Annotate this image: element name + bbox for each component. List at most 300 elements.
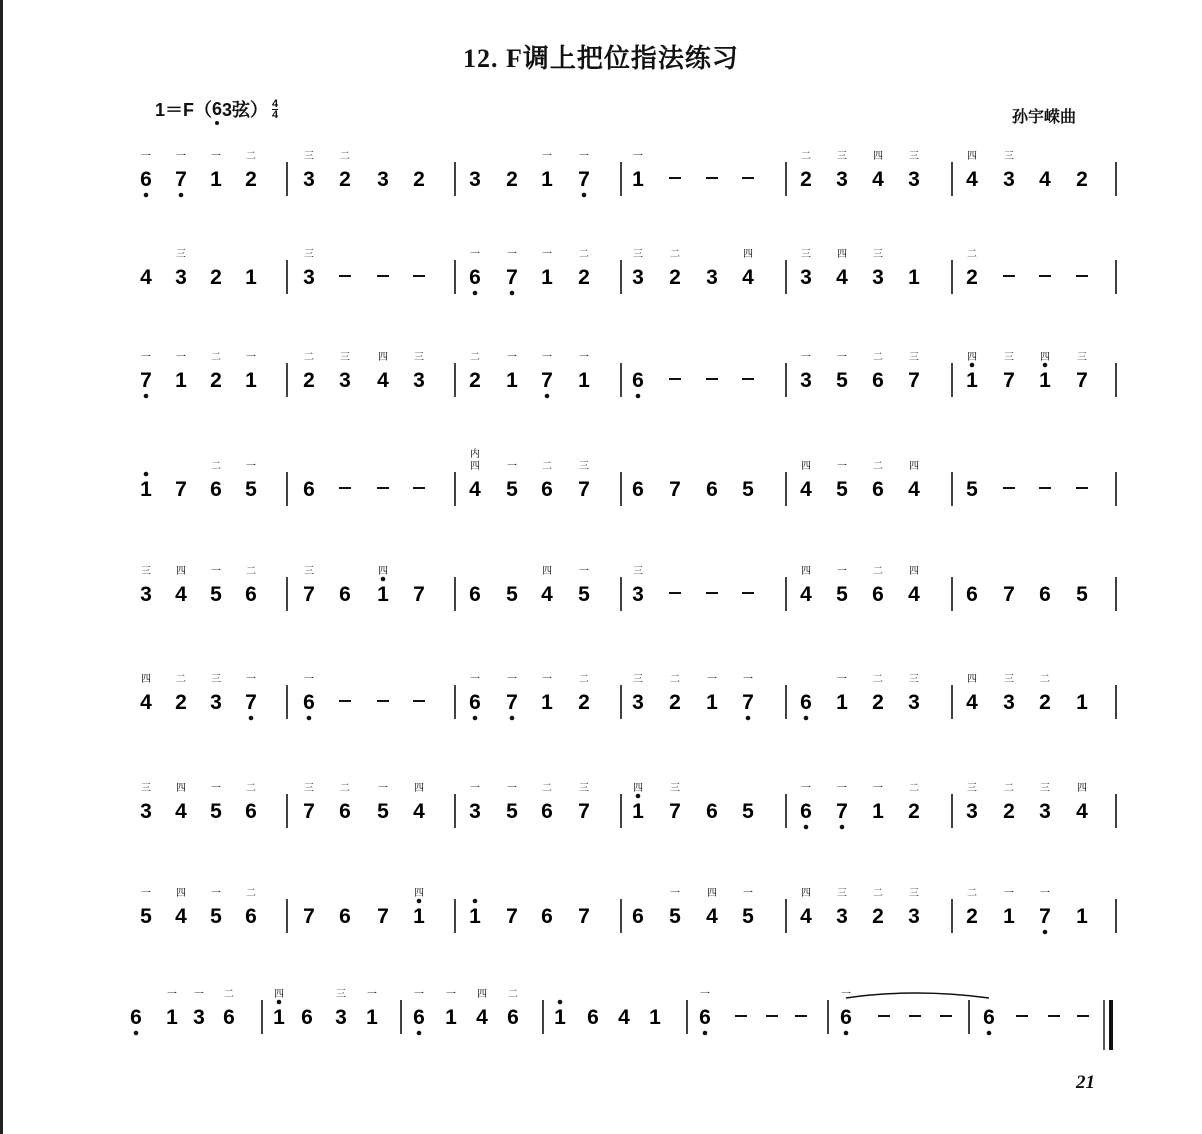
note: 3 [175,266,187,289]
fingering-mark: 二 [542,783,552,794]
fingering-mark: 三 [340,352,350,363]
note: 1 [175,369,187,392]
note: 6 [301,1006,313,1029]
page-number: 21 [1076,1072,1095,1093]
fingering-mark: 一 [211,888,221,899]
note: 3 [193,1006,205,1029]
note: 6 [469,691,481,714]
note: 7 [175,168,187,191]
note: 2 [669,691,681,714]
fingering-mark: 四 [967,352,977,363]
note: 3 [469,800,481,823]
note: 7 [578,800,590,823]
high-octave-dot [381,577,386,582]
note: 5 [742,478,754,501]
note: 4 [140,691,152,714]
note: 1 [1076,905,1088,928]
fingering-mark: 一 [837,783,847,794]
note: 3 [908,168,920,191]
fingering-mark: 一 [211,783,221,794]
note: 7 [578,478,590,501]
note: 4 [966,168,978,191]
fingering-mark: 一 [542,249,552,260]
note: 3 [632,691,644,714]
note: 7 [1076,369,1088,392]
low-octave-dot [804,825,809,830]
fingering-mark: 三 [633,566,643,577]
fingering-mark: 四 [414,888,424,899]
note: 6 [303,691,315,714]
note: 7 [578,168,590,191]
fingering-mark: 一 [141,352,151,363]
note: 6 [339,583,351,606]
note: 6 [800,691,812,714]
fingering-mark: 二 [873,566,883,577]
fingering-mark: 一 [304,674,314,685]
low-octave-dot [844,1031,849,1036]
note: 3 [800,266,812,289]
note: 1 [245,369,257,392]
fingering-mark: 三 [1040,783,1050,794]
note: 5 [669,905,681,928]
fingering-mark: 一 [141,151,151,162]
fingering-mark: 三 [414,352,424,363]
note: 1 [377,583,389,606]
fingering-mark: 一 [841,989,851,1000]
fingering-mark: 二 [873,461,883,472]
time-signature-top: 4 [272,97,279,110]
note: 1 [632,800,644,823]
fingering-mark: 三 [801,249,811,260]
fingering-mark: 一 [507,783,517,794]
note: 5 [210,583,222,606]
fingering-mark: 二 [1040,674,1050,685]
fingering-mark: 一 [1040,888,1050,899]
fingering-mark: 四 [873,151,883,162]
fingering-mark: 三 [579,783,589,794]
fingering-mark: 四 [141,674,151,685]
note: 7 [541,369,553,392]
key-rest: 3弦） [222,100,269,120]
fingering-mark: 一 [579,151,589,162]
note: 1 [908,266,920,289]
note: 4 [908,583,920,606]
fingering-mark: 三 [967,783,977,794]
fingering-mark: 四 [909,461,919,472]
fingering-mark: 四 [837,249,847,260]
note: 7 [303,800,315,823]
fingering-mark: 三 [141,566,151,577]
fingering-mark: 三 [336,989,346,1000]
low-octave-dot [746,716,751,721]
fingering-mark: 三 [633,249,643,260]
note: 7 [506,905,518,928]
note: 3 [836,905,848,928]
note: 5 [966,478,978,501]
fingering-mark: 四 [176,566,186,577]
note: 2 [872,691,884,714]
note: 1 [872,800,884,823]
note: 1 [541,691,553,714]
note: 6 [840,1006,852,1029]
high-octave-dot [558,1000,563,1005]
low-octave-dot [987,1031,992,1036]
note: 2 [872,905,884,928]
low-octave-dot [636,394,641,399]
fingering-mark: 二 [211,352,221,363]
fingering-mark: 三 [1004,352,1014,363]
note: 7 [303,583,315,606]
note: 5 [377,800,389,823]
fingering-mark: 一 [873,783,883,794]
note: 5 [506,800,518,823]
low-octave-dot [1043,930,1048,935]
note: 1 [554,1006,566,1029]
fingering-mark: 二 [801,151,811,162]
note: 1 [506,369,518,392]
note: 2 [908,800,920,823]
note: 4 [800,478,812,501]
fingering-mark: 二 [340,783,350,794]
fingering-mark: 一 [470,249,480,260]
note: 7 [175,478,187,501]
fingering-mark: 二 [967,249,977,260]
note: 7 [506,266,518,289]
fingering-mark: 四 [414,783,424,794]
fingering-mark: 一 [579,352,589,363]
note: 6 [706,800,718,823]
fingering-mark: 三 [211,674,221,685]
note: 6 [632,369,644,392]
note: 6 [706,478,718,501]
fingering-mark: 四 [378,352,388,363]
note: 6 [245,800,257,823]
note: 4 [706,905,718,928]
fingering-mark: 一 [801,352,811,363]
note: 3 [1039,800,1051,823]
note: 4 [618,1006,630,1029]
low-octave-dot [545,394,550,399]
fingering-mark: 一 [246,674,256,685]
fingering-mark: 四 [274,989,284,1000]
fingering-mark: 三 [304,566,314,577]
note: 3 [210,691,222,714]
fingering-mark: 四 [542,566,552,577]
note: 1 [541,266,553,289]
fingering-mark: 一 [176,352,186,363]
note: 5 [140,905,152,928]
note: 1 [210,168,222,191]
note: 1 [366,1006,378,1029]
note: 3 [140,800,152,823]
fingering-mark: 三 [909,151,919,162]
note: 6 [983,1006,995,1029]
page-title: 12. F调上把位指法练习 [463,44,739,73]
note: 7 [1003,369,1015,392]
fingering-mark: 二 [176,674,186,685]
fingering-mark: 一 [470,674,480,685]
fingering-mark: 四 [633,783,643,794]
note: 6 [632,478,644,501]
note: 1 [706,691,718,714]
note: 6 [210,478,222,501]
fingering-mark: 一 [176,151,186,162]
note: 4 [800,905,812,928]
fingering-mark: 二 [340,151,350,162]
note: 6 [223,1006,235,1029]
note: 6 [587,1006,599,1029]
low-octave-dot [804,716,809,721]
note: 3 [339,369,351,392]
note: 5 [836,583,848,606]
note: 5 [742,800,754,823]
fingering-mark: 一 [507,249,517,260]
note: 6 [872,583,884,606]
fingering-mark: 二 [211,461,221,472]
fingering-mark: 一 [414,989,424,1000]
fingering-mark: 三 [304,151,314,162]
fingering-mark: 一 [211,566,221,577]
note: 6 [541,800,553,823]
note: 3 [908,691,920,714]
note: 6 [469,583,481,606]
note: 1 [1076,691,1088,714]
note: 2 [1039,691,1051,714]
note: 6 [469,266,481,289]
note: 5 [245,478,257,501]
note: 7 [742,691,754,714]
fingering-mark: 一 [446,989,456,1000]
fingering-mark: 一 [167,989,177,1000]
fingering-mark: 三 [633,674,643,685]
note: 3 [413,369,425,392]
fingering-mark: 一 [542,674,552,685]
note: 2 [578,691,590,714]
note: 1 [469,905,481,928]
fingering-mark: 一 [743,888,753,899]
note: 1 [836,691,848,714]
fingering-mark: 二 [542,461,552,472]
fingering-mark: 三 [1077,352,1087,363]
fingering-mark: 三 [837,888,847,899]
low-octave-dot [703,1031,708,1036]
fingering-mark: 三 [670,783,680,794]
note: 3 [706,266,718,289]
note: 7 [578,905,590,928]
note: 2 [469,369,481,392]
fingering-mark: 二 [470,352,480,363]
fingering-mark: 四 [801,461,811,472]
fingering-mark: 二 [246,566,256,577]
note: 6 [245,905,257,928]
fingering-mark: 四 [743,249,753,260]
low-octave-dot [179,193,184,198]
note: 2 [413,168,425,191]
fingering-mark: 四 [477,989,487,1000]
fingering-mark: 一 [633,151,643,162]
fingering-mark: 四 [801,566,811,577]
fingering-mark: 二 [579,674,589,685]
high-octave-dot [417,899,422,904]
tie-arc [846,993,989,998]
note: 1 [273,1006,285,1029]
note: 6 [245,583,257,606]
note: 2 [245,168,257,191]
key-low-note: 6 [212,98,223,119]
fingering-mark: 四 [801,888,811,899]
fingering-mark: 三 [909,674,919,685]
note: 6 [541,478,553,501]
fingering-mark: 一 [837,674,847,685]
fingering-mark: 一 [246,461,256,472]
fingering-mark: 一 [246,352,256,363]
key-prefix: 1＝F（ [155,100,213,120]
note: 3 [800,369,812,392]
note: 1 [966,369,978,392]
note: 4 [1076,800,1088,823]
note: 5 [210,800,222,823]
fingering-mark: 三 [176,249,186,260]
note: 2 [506,168,518,191]
note: 6 [800,800,812,823]
note: 3 [966,800,978,823]
fingering-mark: 二 [1004,783,1014,794]
note: 2 [669,266,681,289]
note: 6 [872,369,884,392]
high-octave-dot [636,794,641,799]
note: 3 [1003,691,1015,714]
note: 6 [507,1006,519,1029]
note: 6 [632,905,644,928]
fingering-mark: 三 [1004,674,1014,685]
fingering-mark: 四 [176,888,186,899]
note: 6 [699,1006,711,1029]
note: 2 [966,266,978,289]
note: 4 [476,1006,488,1029]
note: 7 [669,800,681,823]
note: 3 [140,583,152,606]
note: 4 [469,478,481,501]
note: 4 [175,583,187,606]
fingering-mark: 一 [211,151,221,162]
note: 4 [742,266,754,289]
note: 2 [210,369,222,392]
note: 6 [966,583,978,606]
note: 3 [908,905,920,928]
note: 1 [245,266,257,289]
fingering-mark: 二 [909,783,919,794]
note: 6 [140,168,152,191]
fingering-mark: 三 [909,352,919,363]
fingering-mark: 一 [542,151,552,162]
fingering-mark: 二 [670,674,680,685]
note: 6 [541,905,553,928]
fingering-mark: 三 [141,783,151,794]
note: 6 [413,1006,425,1029]
note: 4 [836,266,848,289]
note: 5 [578,583,590,606]
note: 4 [377,369,389,392]
fingering-mark: 四 [909,566,919,577]
fingering-mark: 二 [670,249,680,260]
note: 1 [413,905,425,928]
fingering-mark: 一 [579,566,589,577]
note: 2 [1076,168,1088,191]
note: 1 [541,168,553,191]
fingering-mark: 一 [837,352,847,363]
note: 5 [836,369,848,392]
note: 4 [800,583,812,606]
low-octave-dot [249,716,254,721]
note: 4 [175,905,187,928]
fingering-mark: 一 [378,783,388,794]
fingering-mark: 三 [304,249,314,260]
note: 1 [1039,369,1051,392]
note: 2 [210,266,222,289]
fingering-mark: 三 [579,461,589,472]
note: 3 [303,266,315,289]
note: 6 [1039,583,1051,606]
fingering-mark: 四 [378,566,388,577]
fingering-mark: 一 [194,989,204,1000]
fingering-mark: 二 [246,783,256,794]
fingering-mark: 一 [367,989,377,1000]
note: 1 [445,1006,457,1029]
fingering-mark: 一 [837,566,847,577]
fingering-mark: 二 [873,888,883,899]
note: 3 [377,168,389,191]
note: 3 [632,266,644,289]
composer: 孙宇嵘曲 [1012,107,1077,126]
note: 2 [303,369,315,392]
low-octave-dot [417,1031,422,1036]
fingering-mark: 二 [224,989,234,1000]
note: 7 [506,691,518,714]
fingering-mark: 一 [1004,888,1014,899]
low-octave-dot [473,291,478,296]
time-signature-bottom: 4 [272,108,279,121]
note: 4 [413,800,425,823]
fingering-mark: 四 [1077,783,1087,794]
fingering-mark: 一 [837,461,847,472]
fingering-mark: 三 [909,888,919,899]
high-octave-dot [970,363,975,368]
note: 7 [413,583,425,606]
note: 2 [339,168,351,191]
note: 5 [742,905,754,928]
note: 1 [632,168,644,191]
note: 2 [966,905,978,928]
note: 7 [1039,905,1051,928]
note: 7 [836,800,848,823]
low-octave-dot [134,1031,139,1036]
fingering-mark: 一 [141,888,151,899]
high-octave-dot [277,1000,282,1005]
low-octave-dot [473,716,478,721]
fingering-mark: 二 [304,352,314,363]
high-octave-dot [144,472,149,477]
note: 4 [966,691,978,714]
fingering-mark: 一 [743,674,753,685]
fingering-mark: 一 [507,352,517,363]
note: 1 [166,1006,178,1029]
fingering-mark: 四 [967,674,977,685]
note: 4 [1039,168,1051,191]
fingering-mark: 二 [246,151,256,162]
note: 7 [908,369,920,392]
note: 6 [339,905,351,928]
note: 7 [1003,583,1015,606]
